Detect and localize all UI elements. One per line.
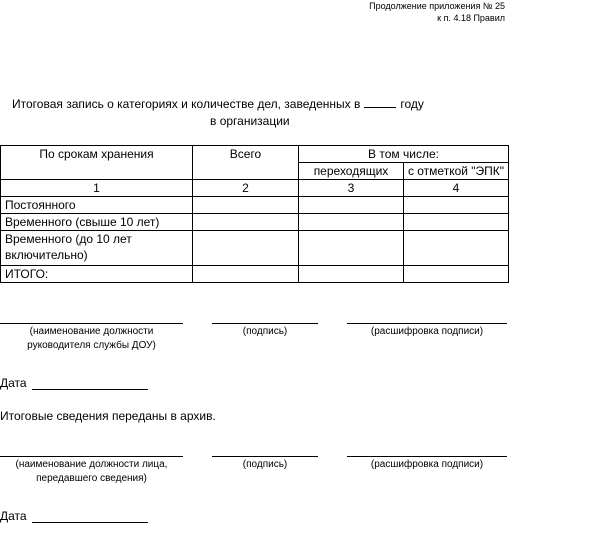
table-cell <box>193 231 299 266</box>
header-including: В том числе: <box>299 146 509 163</box>
table-cell <box>404 231 509 266</box>
signature-caption: (подпись) <box>242 459 288 470</box>
title-part-2: году <box>400 97 424 111</box>
table-cell <box>404 266 509 283</box>
signature-line <box>212 323 318 324</box>
col-number: 3 <box>299 180 404 197</box>
table-cell <box>404 214 509 231</box>
table-cell <box>299 197 404 214</box>
position-caption: (наименование должности руководителя службы ДОУ) <box>27 326 156 351</box>
date-label: Дата <box>0 509 27 523</box>
row-label: Постоянного <box>1 197 193 214</box>
position-line <box>0 323 183 324</box>
date-line <box>32 389 148 390</box>
table-row <box>1 266 509 283</box>
decoding-caption: (расшифровка подписи) <box>370 459 484 470</box>
col-number: 4 <box>404 180 509 197</box>
table-cell <box>299 231 404 266</box>
header-transitional: переходящих <box>299 163 404 180</box>
table-number-row <box>1 180 509 197</box>
table-cell <box>299 214 404 231</box>
decoding-caption: (расшифровка подписи) <box>370 326 484 337</box>
year-blank <box>364 96 396 108</box>
table-row <box>1 231 509 266</box>
title-part-1: Итоговая запись о категориях и количестве дел, заведенных в <box>12 97 361 111</box>
date-label: Дата <box>0 376 27 390</box>
position-caption: (наименование должности лица, передавшего сведения) <box>15 459 168 484</box>
decoding-line <box>347 323 507 324</box>
row-label: Временного (до 10 лет включительно) <box>1 231 193 266</box>
row-label: Временного (свыше 10 лет) <box>1 214 193 231</box>
table-cell <box>404 197 509 214</box>
table-header-row <box>1 146 509 163</box>
table-row <box>1 197 509 214</box>
archive-note: Итоговые сведения переданы в архив. <box>0 409 216 423</box>
signature-line <box>212 456 318 457</box>
row-label: ИТОГО: <box>1 266 193 283</box>
table-cell <box>193 197 299 214</box>
table-cell <box>193 266 299 283</box>
table-row <box>1 214 509 231</box>
col-number: 2 <box>193 180 299 197</box>
header-storage-period: По срокам хранения <box>1 146 193 180</box>
col-number: 1 <box>1 180 193 197</box>
signature-caption: (подпись) <box>242 326 288 337</box>
cases-summary-table <box>0 145 509 283</box>
form-title <box>12 96 424 112</box>
position-line <box>0 456 183 457</box>
header-total: Всего <box>193 146 299 180</box>
date-line <box>32 522 148 523</box>
header-epk: с отметкой "ЭПК" <box>404 163 509 180</box>
table-cell <box>299 266 404 283</box>
form-title-line-2: в организации <box>210 114 290 128</box>
appendix-line-1: Продолжение приложения № 25 <box>369 1 505 11</box>
table-cell <box>193 214 299 231</box>
decoding-line <box>347 456 507 457</box>
appendix-continuation <box>369 0 505 24</box>
appendix-line-2: к п. 4.18 Правил <box>437 13 505 23</box>
